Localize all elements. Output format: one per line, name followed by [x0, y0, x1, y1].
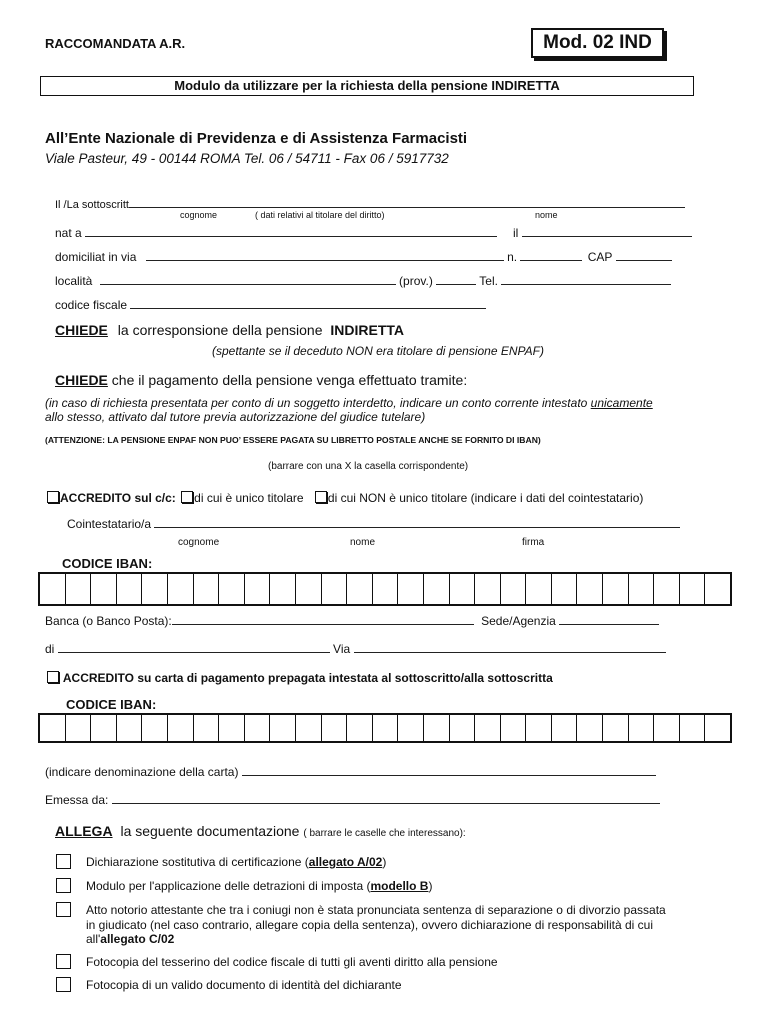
- allegato-a-post: ): [382, 855, 387, 869]
- denominazione-field[interactable]: [242, 764, 656, 776]
- chiede1-keyword: CHIEDE: [55, 322, 108, 338]
- sottoscritto-label: Il /La sottoscritt: [55, 199, 129, 211]
- prov-label: (prov.): [399, 274, 433, 288]
- chiede2-note-u: unicamente: [590, 396, 653, 410]
- tel-label: Tel.: [479, 274, 498, 288]
- iban-cell[interactable]: [501, 715, 527, 741]
- allega-keyword: ALLEGA: [55, 823, 113, 839]
- iban-cell[interactable]: [322, 715, 348, 741]
- localita-label: località: [55, 274, 93, 288]
- sottoscritto-field[interactable]: [129, 196, 685, 208]
- coint-firma-caption: firma: [522, 537, 545, 548]
- numero-field[interactable]: [520, 249, 582, 261]
- accredito-cc-label: ACCREDITO sul c/c:: [60, 491, 176, 505]
- addressee-address: Viale Pasteur, 49 - 00144 ROMA Tel. 06 / 54711 - Fax 06 / 5917732: [45, 151, 449, 166]
- iban-cell[interactable]: [501, 574, 527, 604]
- via-field[interactable]: [146, 249, 504, 261]
- coint-nome-caption: nome: [350, 537, 376, 548]
- iban-cell[interactable]: [475, 715, 501, 741]
- barrare-note: (barrare con una X la casella corrispondente): [268, 461, 469, 472]
- accredito-carta-row: [47, 671, 553, 685]
- iban-cell[interactable]: [398, 574, 424, 604]
- iban-cell[interactable]: [40, 574, 66, 604]
- atto-notorio-line2: in giudicato (nel caso contrario, allegare copia della sentenza), ovvero dichiarazione di responsabilità di cui: [86, 918, 653, 932]
- chiede2-note-a: (in caso di richiesta presentata per conto di un soggetto interdetto, indicare un conto corrente intestato: [45, 396, 591, 410]
- header-left: RACCOMANDATA A.R.: [45, 36, 186, 51]
- iban-cell[interactable]: [66, 574, 92, 604]
- iban-cell[interactable]: [91, 715, 117, 741]
- chiede2-note-line2: allo stesso, attivato dal tutore previa autorizzazione del giudice tutelare): [45, 410, 426, 424]
- iban-cell[interactable]: [577, 574, 603, 604]
- iban-cell[interactable]: [142, 715, 168, 741]
- iban-cell[interactable]: [475, 574, 501, 604]
- nato-label: nat a: [55, 226, 82, 240]
- prov-field[interactable]: [436, 273, 476, 285]
- unico-titolare-checkbox[interactable]: [181, 491, 193, 503]
- allegato-a-text: Dichiarazione sostitutiva di certificazione (: [86, 855, 309, 869]
- chiede2-text: che il pagamento della pensione venga effettuato tramite:: [111, 372, 468, 388]
- iban-cell[interactable]: [450, 715, 476, 741]
- atto-notorio-line3: [86, 932, 174, 946]
- iban-cell[interactable]: [219, 715, 245, 741]
- allega-row: [55, 823, 466, 839]
- iban-cell[interactable]: [680, 715, 706, 741]
- iban-cell[interactable]: [424, 574, 450, 604]
- iban-cell[interactable]: [270, 574, 296, 604]
- model-box: [531, 28, 664, 58]
- numero-label: n.: [507, 250, 518, 264]
- documento-identita-checkbox[interactable]: [56, 977, 71, 992]
- iban-cell[interactable]: [347, 715, 373, 741]
- il-label: il: [513, 226, 519, 240]
- atto-notorio-checkbox[interactable]: [56, 902, 71, 917]
- non-unico-titolare-label: di cui NON è unico titolare (indicare i dati del cointestatario): [327, 491, 644, 505]
- atto-notorio-line1: Atto notorio attestante che tra i coniugi non è stata pronunciata sentenza di separazione o di divorzio passata: [86, 903, 666, 917]
- iban-grid-2[interactable]: [38, 713, 732, 743]
- allegato-a-item: [86, 855, 386, 869]
- nato-field[interactable]: [85, 225, 497, 237]
- page-title: Modulo da utilizzare per la richiesta della pensione INDIRETTA: [174, 78, 560, 93]
- iban-cell[interactable]: [450, 574, 476, 604]
- documento-identita-item: Fotocopia di un valido documento di identità del dichiarante: [86, 978, 402, 992]
- modello-b-item: [86, 879, 432, 893]
- emessa-field[interactable]: [112, 792, 660, 804]
- emessa-label: Emessa da:: [45, 793, 109, 807]
- iban-cell[interactable]: [117, 715, 143, 741]
- cap-label: CAP: [587, 250, 613, 264]
- allegato-a-checkbox[interactable]: [56, 854, 71, 869]
- iban-cell[interactable]: [194, 574, 220, 604]
- cf-row: [55, 297, 486, 312]
- iban-cell[interactable]: [296, 715, 322, 741]
- iban-cell[interactable]: [705, 574, 730, 604]
- iban-cell[interactable]: [654, 715, 680, 741]
- atto-notorio-line3-pre: all': [86, 932, 101, 946]
- chiede1-row: [55, 322, 404, 338]
- iban-label-2: CODICE IBAN:: [66, 697, 157, 712]
- iban-cell[interactable]: [577, 715, 603, 741]
- sede-field[interactable]: [559, 613, 659, 625]
- chiede2-keyword: CHIEDE: [55, 372, 108, 388]
- iban-cell[interactable]: [117, 574, 143, 604]
- nato-row: [55, 225, 497, 240]
- iban-grid-1[interactable]: [38, 572, 732, 606]
- iban-cell[interactable]: [219, 574, 245, 604]
- iban-cell[interactable]: [398, 715, 424, 741]
- iban-cell[interactable]: [552, 574, 578, 604]
- chiede2-row: [55, 372, 467, 388]
- codice-fiscale-item: Fotocopia del tesserino del codice fiscale di tutti gli aventi diritto alla pensione: [86, 955, 498, 969]
- iban-cell[interactable]: [424, 715, 450, 741]
- iban-cell[interactable]: [66, 715, 92, 741]
- localita-row: [55, 273, 671, 288]
- iban-cell[interactable]: [629, 715, 655, 741]
- modello-b-checkbox[interactable]: [56, 878, 71, 893]
- iban-cell[interactable]: [680, 574, 706, 604]
- iban-cell[interactable]: [603, 574, 629, 604]
- iban-cell[interactable]: [168, 715, 194, 741]
- chiede1-bold: INDIRETTA: [330, 322, 405, 338]
- modello-b-text: Modulo per l'applicazione delle detrazioni di imposta (: [86, 879, 371, 893]
- chiede2-note-line1: [45, 396, 653, 410]
- iban-cell[interactable]: [526, 715, 552, 741]
- cf-label: codice fiscale: [55, 298, 128, 312]
- iban-cell[interactable]: [629, 574, 655, 604]
- iban-label-1: CODICE IBAN:: [62, 556, 153, 571]
- iban-cell[interactable]: [270, 715, 296, 741]
- title-box: [40, 76, 694, 96]
- cap-field[interactable]: [616, 249, 672, 261]
- accredito-cc-checkbox[interactable]: [47, 491, 59, 503]
- non-unico-titolare-checkbox[interactable]: [315, 491, 327, 503]
- domicilio-row: [55, 249, 672, 264]
- localita-field[interactable]: [100, 273, 396, 285]
- il-field[interactable]: [522, 225, 692, 237]
- cognome-caption: cognome: [180, 210, 218, 220]
- addressee-name: All’Ente Nazionale di Previdenza e di Assistenza Farmacisti: [45, 130, 468, 147]
- iban-cell[interactable]: [40, 715, 66, 741]
- sede-label: Sede/Agenzia: [481, 614, 556, 628]
- banca-row: [45, 613, 659, 628]
- iban-cell[interactable]: [373, 715, 399, 741]
- cointestatario-field[interactable]: [154, 516, 680, 528]
- dati-note: ( dati relativi al titolare del diritto): [255, 210, 385, 220]
- attention-note: (ATTENZIONE: LA PENSIONE ENPAF NON PUO’ ESSERE PAGATA SU LIBRETTO POSTALE ANCHE SE FORNITO DI IBAN): [45, 435, 541, 445]
- iban-cell[interactable]: [194, 715, 220, 741]
- iban-cell[interactable]: [373, 574, 399, 604]
- iban-cell[interactable]: [552, 715, 578, 741]
- cointestatario-row: [67, 516, 680, 531]
- banca-via-field[interactable]: [354, 641, 666, 653]
- banca-label: Banca (o Banco Posta):: [45, 614, 172, 628]
- di-field[interactable]: [58, 641, 330, 653]
- iban-cell[interactable]: [168, 574, 194, 604]
- banca-field[interactable]: [172, 613, 474, 625]
- iban-cell[interactable]: [296, 574, 322, 604]
- modello-b-post: ): [428, 879, 433, 893]
- tel-field[interactable]: [501, 273, 671, 285]
- cf-field[interactable]: [130, 297, 486, 309]
- denominazione-row: [45, 764, 656, 779]
- allegato-a-bold: allegato A/02: [308, 855, 383, 869]
- il-row: [513, 225, 692, 240]
- accredito-carta-checkbox[interactable]: [47, 671, 59, 683]
- unico-titolare-label: di cui è unico titolare: [194, 491, 304, 505]
- di-via-row: [45, 641, 666, 656]
- coint-cognome-caption: cognome: [178, 537, 220, 548]
- iban-cell[interactable]: [91, 574, 117, 604]
- iban-cell[interactable]: [705, 715, 730, 741]
- iban-cell[interactable]: [142, 574, 168, 604]
- chiede1-note: (spettante se il deceduto NON era titolare di pensione ENPAF): [212, 344, 544, 358]
- allega-note: ( barrare le caselle che interessano):: [303, 828, 466, 839]
- domicilio-label: domiciliat in via: [55, 250, 137, 264]
- accredito-carta-label: ACCREDITO su carta di pagamento prepagata intestata al sottoscritto/alla sottoscritta: [62, 671, 553, 685]
- cointestatario-label: Cointestatario/a: [67, 517, 152, 531]
- iban-cell[interactable]: [654, 574, 680, 604]
- iban-cell[interactable]: [245, 574, 271, 604]
- emessa-row: [45, 792, 660, 807]
- iban-cell[interactable]: [347, 574, 373, 604]
- nome-caption: nome: [535, 210, 558, 220]
- codice-fiscale-checkbox[interactable]: [56, 954, 71, 969]
- iban-cell[interactable]: [322, 574, 348, 604]
- accredito-cc-row: [47, 491, 643, 505]
- model-label: Mod. 02 IND: [543, 32, 652, 53]
- denominazione-label: (indicare denominazione della carta): [45, 765, 239, 779]
- sottoscritto-row: [55, 196, 685, 211]
- chiede1-text: la corresponsione della pensione: [117, 322, 323, 338]
- di-label: di: [45, 642, 55, 656]
- via-label: Via: [333, 642, 351, 656]
- iban-cell[interactable]: [526, 574, 552, 604]
- iban-cell[interactable]: [603, 715, 629, 741]
- atto-notorio-line3-bold: allegato C/02: [100, 932, 175, 946]
- modello-b-bold: modello B: [370, 879, 429, 893]
- iban-cell[interactable]: [245, 715, 271, 741]
- allega-text: la seguente documentazione: [120, 823, 300, 839]
